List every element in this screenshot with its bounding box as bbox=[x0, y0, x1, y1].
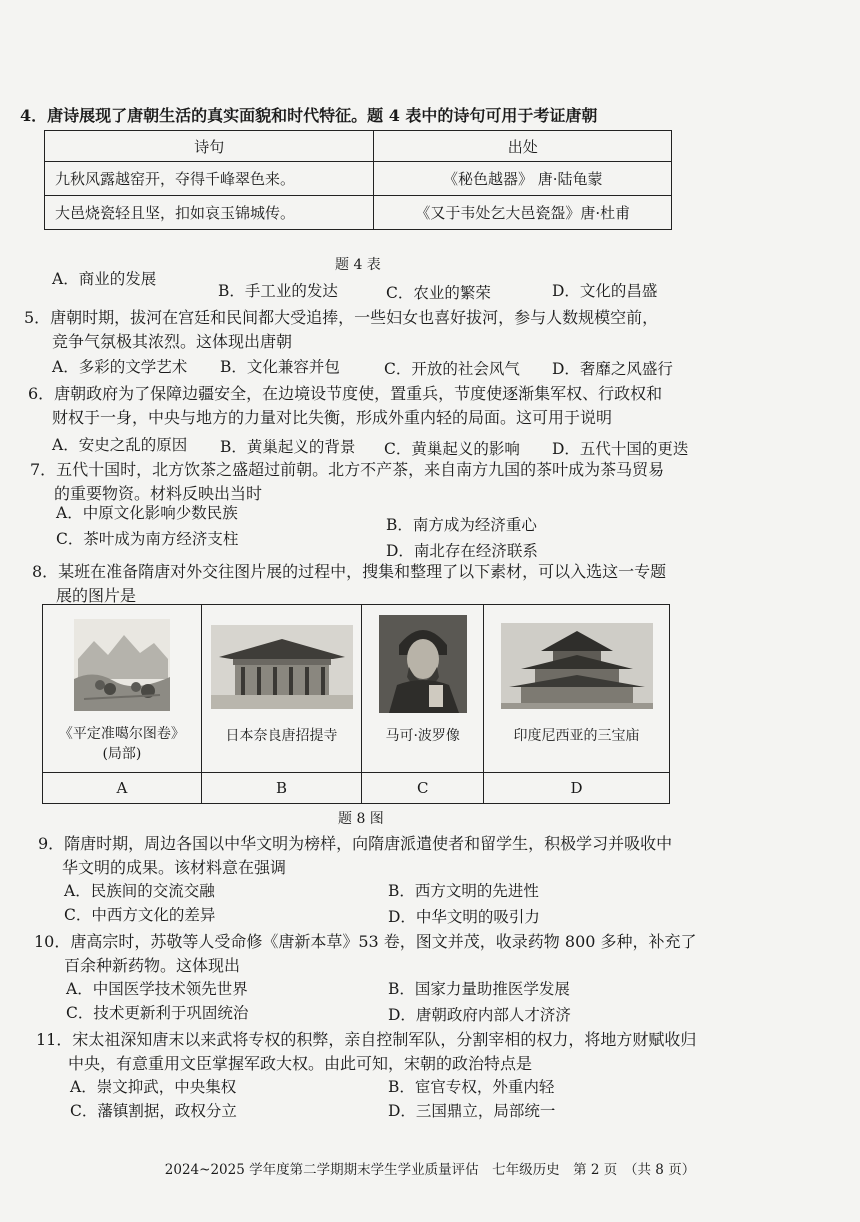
picture-cell-a bbox=[43, 605, 202, 773]
option-a[interactable]: A．民族间的交流交融 bbox=[64, 882, 215, 900]
picture-cell-b bbox=[201, 605, 361, 773]
picture-caption-b: 日本奈良唐招提寺 bbox=[225, 728, 338, 744]
table-row bbox=[45, 162, 672, 196]
option-c[interactable]: C．茶叶成为南方经济支柱 bbox=[56, 530, 239, 548]
question-11-line2: 中央，有意重用文臣掌握军政大权。由此可知，宋朝的政治特点是 bbox=[68, 1054, 533, 1073]
option-d[interactable]: D．中华文明的吸引力 bbox=[388, 908, 540, 926]
picture-caption-a: 《平定准噶尔图卷》 bbox=[58, 726, 185, 742]
option-d[interactable]: D．三国鼎立，局部统一 bbox=[388, 1102, 556, 1120]
temple-photo-image bbox=[211, 625, 353, 709]
page-footer: 2024~2025 学年度第二学期期末学生学业质量评估 七年级历史 第 2 页 （共 8 页） bbox=[164, 1162, 696, 1178]
question-11-line1: 11．宋太祖深知唐末以来武将专权的积弊，亲自控制军队，分割宰相的权力，将地方财赋收归 bbox=[36, 1030, 697, 1049]
question-5-line1: 5．唐朝时期，拔河在宫廷和民间都大受追捧，一些妇女也喜好拔河，参与人数规模空前， bbox=[24, 308, 659, 327]
option-b[interactable]: B．文化兼容并包 bbox=[220, 358, 340, 376]
option-c[interactable]: C．中西方文化的差异 bbox=[64, 906, 216, 924]
portrait-image bbox=[379, 615, 467, 713]
question-6-line2: 财权于一身，中央与地方的力量对比失衡，形成外重内轻的局面。这可用于说明 bbox=[52, 408, 613, 427]
picture-cell-d bbox=[484, 605, 670, 773]
question-4-stem: 4．唐诗展现了唐朝生活的真实面貌和时代特征。题 4 表中的诗句可用于考证唐朝 bbox=[20, 106, 598, 125]
option-c[interactable]: C．开放的社会风气 bbox=[384, 360, 520, 378]
option-a[interactable]: A．崇文抑武，中央集权 bbox=[70, 1078, 237, 1096]
landscape-painting-image bbox=[74, 619, 170, 711]
question-10-line2: 百余种新药物。这体现出 bbox=[64, 956, 241, 975]
pagoda-photo-image bbox=[501, 623, 653, 709]
table-row bbox=[45, 196, 672, 230]
table-cell: 《秘色越器》 唐·陆龟蒙 bbox=[374, 162, 672, 196]
question-5-line2: 竞争气氛极其浓烈。这体现出唐朝 bbox=[52, 332, 293, 351]
option-d[interactable]: D．奢靡之风盛行 bbox=[552, 360, 673, 378]
option-b[interactable]: B bbox=[201, 772, 361, 803]
table-header-source: 出处 bbox=[374, 131, 672, 162]
picture-caption-c: 马可·波罗像 bbox=[385, 728, 460, 744]
option-b[interactable]: B．西方文明的先进性 bbox=[388, 882, 539, 900]
option-d[interactable]: D．五代十国的更迭 bbox=[552, 440, 689, 458]
option-b[interactable]: B．国家力量助推医学发展 bbox=[388, 980, 570, 998]
question-8-line1: 8．某班在准备隋唐对外交往图片展的过程中，搜集和整理了以下素材，可以入选这一专题 bbox=[32, 562, 667, 581]
option-b[interactable]: B．手工业的发达 bbox=[218, 282, 338, 300]
option-a[interactable]: A．安史之乱的原因 bbox=[52, 436, 188, 454]
question-6-line1: 6．唐朝政府为了保障边疆安全，在边境设节度使，置重兵，节度使逐渐集军权、行政权和 bbox=[28, 384, 663, 403]
table-cell: 《又于韦处乞大邑瓷盌》唐·杜甫 bbox=[374, 196, 672, 230]
picture-cell-c bbox=[362, 605, 484, 773]
table-cell: 九秋风露越窑开，夺得千峰翠色来。 bbox=[45, 162, 374, 196]
question-8-image-table bbox=[42, 604, 670, 804]
option-c[interactable]: C．技术更新利于巩固统治 bbox=[66, 1004, 249, 1022]
picture-caption-d: 印度尼西亚的三宝庙 bbox=[513, 728, 640, 744]
option-b[interactable]: B．黄巢起义的背景 bbox=[220, 438, 356, 456]
question-8-line2: 展的图片是 bbox=[56, 586, 137, 605]
question-10-line1: 10．唐高宗时，苏敬等人受命修《唐新本草》53 卷，图文并茂，收录药物 800 多种，补充了 bbox=[34, 932, 697, 951]
question-4-caption: 题 4 表 bbox=[335, 257, 381, 273]
question-9-line1: 9．隋唐时期，周边各国以中华文明为榜样，向隋唐派遣使者和留学生，积极学习并吸收中 bbox=[38, 834, 673, 853]
option-b[interactable]: B．宦官专权，外重内轻 bbox=[388, 1078, 555, 1096]
table-header-poem: 诗句 bbox=[45, 131, 374, 162]
option-c[interactable]: C bbox=[362, 772, 484, 803]
option-a[interactable]: A．多彩的文学艺术 bbox=[52, 358, 188, 376]
option-d[interactable]: D．文化的昌盛 bbox=[552, 282, 658, 300]
option-a[interactable]: A．中国医学技术领先世界 bbox=[66, 980, 248, 998]
question-4-table bbox=[44, 130, 672, 230]
option-a[interactable]: A．中原文化影响少数民族 bbox=[56, 504, 238, 522]
option-a[interactable]: A bbox=[43, 772, 202, 803]
question-7-line1: 7．五代十国时，北方饮茶之盛超过前朝。北方不产茶，来自南方九国的茶叶成为茶马贸易 bbox=[30, 460, 665, 479]
option-c[interactable]: C．农业的繁荣 bbox=[386, 284, 491, 302]
table-cell: 大邑烧瓷轻且坚，扣如哀玉锦城传。 bbox=[45, 196, 374, 230]
option-d[interactable]: D．南北存在经济联系 bbox=[386, 542, 538, 560]
option-d[interactable]: D bbox=[484, 772, 670, 803]
option-d[interactable]: D．唐朝政府内部人才济济 bbox=[388, 1006, 571, 1024]
question-7-line2: 的重要物资。材料反映出当时 bbox=[54, 484, 263, 503]
question-8-caption: 题 8 图 bbox=[338, 811, 384, 827]
question-9-line2: 华文明的成果。该材料意在强调 bbox=[62, 858, 287, 877]
picture-caption-a-sub: (局部) bbox=[102, 746, 142, 762]
option-a[interactable]: A．商业的发展 bbox=[52, 270, 157, 288]
option-b[interactable]: B．南方成为经济重心 bbox=[386, 516, 537, 534]
option-c[interactable]: C．藩镇割据，政权分立 bbox=[70, 1102, 237, 1120]
option-c[interactable]: C．黄巢起义的影响 bbox=[384, 440, 520, 458]
